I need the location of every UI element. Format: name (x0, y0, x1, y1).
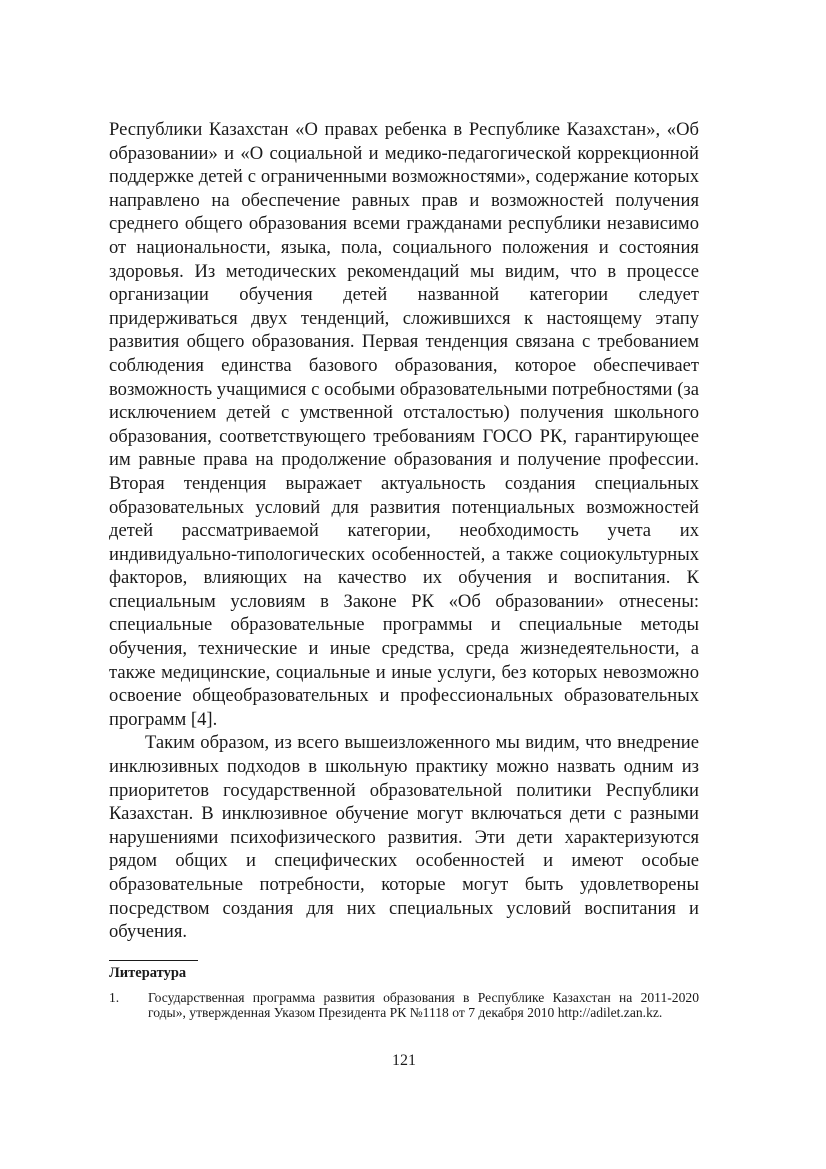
reference-item (109, 990, 699, 1020)
body-text (109, 118, 699, 944)
paragraph-conclusion: Таким образом, из всего вышеизложенного мы видим, что внедрение инклюзивных подходов в школьную практику можно назвать одним из приоритетов государственной образовательной политики Республики Казахстан. В инклюзивное обучение могут включаться дети с разными нарушениями психофизического развития. Эти дети характеризуются рядом общих и специфических особенностей и имеют особые образовательные потребности, которые могут быть удовлетворены посредством создания для них специальных условий воспитания и обучения. (109, 732, 699, 943)
reference-number: 1. (109, 990, 120, 1005)
references-section (109, 960, 699, 1020)
reference-text: Государственная программа развития образования в Республике Казахстан на 2011-2020 годы», утвержденная Указом Президента РК №1118 от 7 декабря 2010 http://adilet.zan.kz. (148, 990, 699, 1020)
page-number: 121 (392, 1052, 416, 1069)
references-heading: Литература (109, 965, 187, 981)
references-divider (109, 960, 198, 961)
paragraph-continuation: Республики Казахстан «О правах ребенка в Республике Казахстан», «Об образовании» и «О социальной и медико-педагогической коррекционной поддержке детей с ограниченными возможностями», содержание которых направлено на обеспечение равных прав и возможностей получения среднего общего образования всеми гражданами республики независимо от национальности, языка, пола, социального положения и состояния здоровья. Из методических рекомендаций мы видим, что в процессе организации обучения детей названной категории следует придерживаться двух тенденций, сложившихся к настоящему этапу развития общего образования. Первая тенденция связана с требованием соблюдения единства базового образования, которое обеспечивает возможность учащимися с особыми образовательными потребностями (за исключением детей с умственной отсталостью) получения школьного образования, соответствующего требованиям ГОСО РК, гарантирующее им равные права на продолжение образования и получение профессии. Вторая тенденция выражает актуальность создания специальных образовательных условий для развития потенциальных возможностей детей рассматриваемой категории, необходимость учета их индивидуально-типологических особенностей, а также социокультурных факторов, влияющих на качество их обучения и воспитания. К специальным условиям в Законе РК «Об образовании» отнесены: специальные образовательные программы и специальные методы обучения, технические и иные средства, среда жизнедеятельности, а также медицинские, социальные и иные услуги, без которых невозможно освоение общеобразовательных и профессиональных образовательных программ [4]. (109, 119, 699, 730)
